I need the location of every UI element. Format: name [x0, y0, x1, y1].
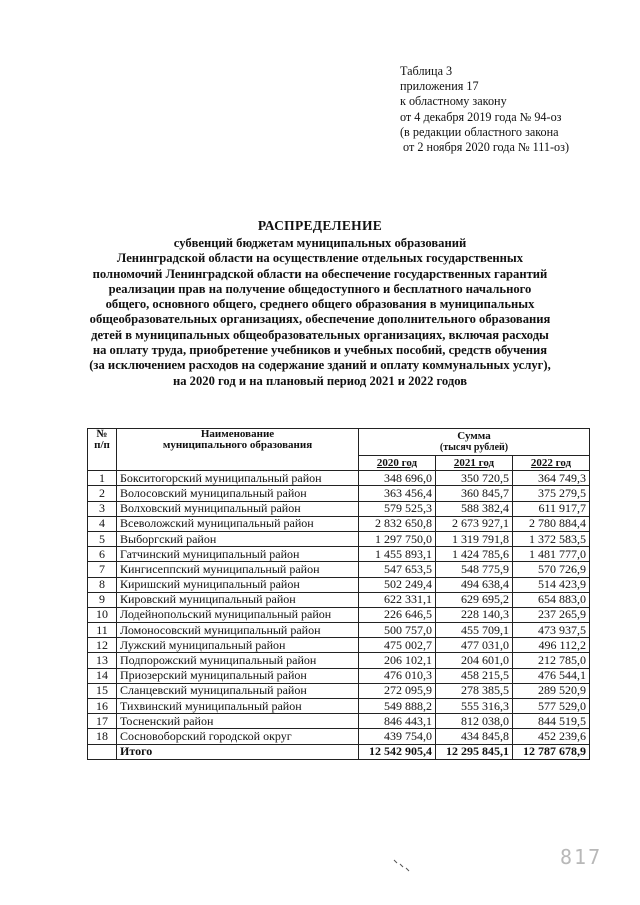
title-line: на оплату труда, приобретение учебников и учебных пособий, средств обучения	[92, 343, 548, 358]
row-number: 6	[88, 547, 117, 562]
row-number: 8	[88, 577, 117, 592]
row-value-2020: 502 249,4	[359, 577, 436, 592]
header-num-line2: п/п	[94, 439, 110, 451]
title-line: на 2020 год и на плановый период 2021 и 2022 годов	[172, 373, 468, 388]
header-num-line1: №	[96, 428, 108, 440]
header-year-2020: 2020 год	[359, 456, 436, 471]
row-name: Лужский муниципальный район	[117, 638, 359, 653]
row-value-2022: 844 519,5	[513, 714, 590, 729]
row-value-2022: 1 372 583,5	[513, 531, 590, 546]
row-name: Киришский муниципальный район	[117, 577, 359, 592]
table-row	[88, 607, 590, 622]
row-value-2022: 496 112,2	[513, 638, 590, 653]
row-number: 15	[88, 683, 117, 698]
row-value-2020: 272 095,9	[359, 683, 436, 698]
header-sum-line2: (тысяч рублей)	[439, 442, 509, 453]
header-num	[88, 429, 117, 471]
row-value-2022: 654 883,0	[513, 592, 590, 607]
scan-mark-icon	[393, 858, 411, 872]
table-row	[88, 638, 590, 653]
row-name: Кировский муниципальный район	[117, 592, 359, 607]
table-header-row	[88, 429, 590, 456]
row-value-2020: 2 832 650,8	[359, 516, 436, 531]
title-line: общеобразовательных организациях, обеспечение дополнительного образования	[89, 312, 551, 327]
distribution-table	[87, 428, 590, 760]
row-value-2020: 439 754,0	[359, 729, 436, 744]
row-name: Тосненский район	[117, 714, 359, 729]
header-note	[400, 64, 569, 155]
row-number: 9	[88, 592, 117, 607]
row-name: Волосовский муниципальный район	[117, 486, 359, 501]
row-name: Ломоносовский муниципальный район	[117, 623, 359, 638]
table-row	[88, 653, 590, 668]
row-value-2020: 226 646,5	[359, 607, 436, 622]
row-value-2022: 452 239,6	[513, 729, 590, 744]
table-row	[88, 714, 590, 729]
row-value-2020: 206 102,1	[359, 653, 436, 668]
row-value-2021: 228 140,3	[436, 607, 513, 622]
title-line: субвенций бюджетам муниципальных образований	[173, 236, 467, 250]
row-number: 3	[88, 501, 117, 516]
document-title	[60, 218, 580, 389]
title-line: полномочий Ленинградской области на обеспечение государственных гарантий	[92, 266, 548, 281]
row-value-2021: 548 775,9	[436, 562, 513, 577]
row-name: Тихвинский муниципальный район	[117, 699, 359, 714]
row-value-2021: 588 382,4	[436, 501, 513, 516]
row-name: Волховский муниципальный район	[117, 501, 359, 516]
row-name: Гатчинский муниципальный район	[117, 547, 359, 562]
table-row	[88, 592, 590, 607]
header-note-line: (в редакции областного закона	[400, 124, 559, 139]
total-empty-cell	[88, 744, 117, 759]
title-main: РАСПРЕДЕЛЕНИЕ	[257, 218, 383, 233]
row-value-2021: 477 031,0	[436, 638, 513, 653]
table-row	[88, 531, 590, 546]
row-value-2022: 577 529,0	[513, 699, 590, 714]
title-line: Ленинградской области на осуществление отдельных государственных	[116, 251, 524, 266]
header-note-line: к областному закону	[400, 94, 507, 109]
header-note-line: приложения 17	[400, 79, 479, 94]
row-value-2021: 555 316,3	[436, 699, 513, 714]
total-value-2021: 12 295 845,1	[436, 744, 513, 759]
row-name: Сосновоборский городской округ	[117, 729, 359, 744]
row-number: 10	[88, 607, 117, 622]
row-value-2020: 476 010,3	[359, 668, 436, 683]
table-row	[88, 623, 590, 638]
page-stamp: 817	[560, 845, 603, 869]
row-value-2020: 846 443,1	[359, 714, 436, 729]
row-value-2021: 434 845,8	[436, 729, 513, 744]
row-value-2021: 2 673 927,1	[436, 516, 513, 531]
row-value-2022: 473 937,5	[513, 623, 590, 638]
row-value-2022: 1 481 777,0	[513, 547, 590, 562]
row-value-2022: 2 780 884,4	[513, 516, 590, 531]
row-value-2020: 547 653,5	[359, 562, 436, 577]
row-name: Сланцевский муниципальный район	[117, 683, 359, 698]
table-row	[88, 668, 590, 683]
row-number: 7	[88, 562, 117, 577]
row-value-2022: 514 423,9	[513, 577, 590, 592]
row-value-2022: 212 785,0	[513, 653, 590, 668]
row-value-2021: 1 319 791,8	[436, 531, 513, 546]
total-label: Итого	[117, 744, 359, 759]
row-value-2020: 549 888,2	[359, 699, 436, 714]
row-value-2021: 360 845,7	[436, 486, 513, 501]
row-number: 11	[88, 623, 117, 638]
row-value-2020: 363 456,4	[359, 486, 436, 501]
row-value-2020: 348 696,0	[359, 471, 436, 486]
row-name: Выборгский район	[117, 531, 359, 546]
table-row	[88, 729, 590, 744]
row-value-2021: 278 385,5	[436, 683, 513, 698]
table-row	[88, 516, 590, 531]
row-number: 14	[88, 668, 117, 683]
header-note-line: от 4 декабря 2019 года № 94-оз	[400, 109, 562, 124]
row-number: 4	[88, 516, 117, 531]
header-note-line: Таблица 3	[400, 64, 453, 78]
table-row	[88, 562, 590, 577]
row-value-2022: 611 917,7	[513, 501, 590, 516]
header-name-line2: муниципального образования	[162, 439, 313, 451]
row-name: Кингисеппский муниципальный район	[117, 562, 359, 577]
row-value-2021: 1 424 785,6	[436, 547, 513, 562]
row-value-2020: 579 525,3	[359, 501, 436, 516]
row-value-2021: 458 215,5	[436, 668, 513, 683]
row-value-2021: 629 695,2	[436, 592, 513, 607]
row-number: 17	[88, 714, 117, 729]
title-line: детей в муниципальных общеобразовательных организациях, включая расходы	[91, 327, 549, 342]
table-row	[88, 486, 590, 501]
row-number: 18	[88, 729, 117, 744]
header-sum	[359, 429, 590, 456]
row-number: 16	[88, 699, 117, 714]
row-value-2021: 350 720,5	[436, 471, 513, 486]
table-row	[88, 683, 590, 698]
total-value-2022: 12 787 678,9	[513, 744, 590, 759]
row-number: 12	[88, 638, 117, 653]
total-value-2020: 12 542 905,4	[359, 744, 436, 759]
row-value-2022: 570 726,9	[513, 562, 590, 577]
row-value-2022: 237 265,9	[513, 607, 590, 622]
row-number: 13	[88, 653, 117, 668]
row-name: Подпорожский муниципальный район	[117, 653, 359, 668]
table-row	[88, 501, 590, 516]
header-year-2022: 2022 год	[513, 456, 590, 471]
row-value-2021: 812 038,0	[436, 714, 513, 729]
row-name: Бокситогорский муниципальный район	[117, 471, 359, 486]
table-row	[88, 547, 590, 562]
header-note-line: от 2 ноября 2020 года № 111-оз)	[400, 140, 570, 155]
header-name-line1: Наименование	[200, 428, 275, 440]
table-row	[88, 699, 590, 714]
header-year-2021: 2021 год	[436, 456, 513, 471]
header-sum-line1: Сумма	[457, 430, 491, 442]
row-value-2022: 476 544,1	[513, 668, 590, 683]
row-value-2022: 364 749,3	[513, 471, 590, 486]
row-number: 2	[88, 486, 117, 501]
row-value-2020: 475 002,7	[359, 638, 436, 653]
total-row	[88, 744, 590, 759]
row-value-2022: 289 520,9	[513, 683, 590, 698]
table-row	[88, 577, 590, 592]
header-name	[117, 429, 359, 471]
table-body	[88, 471, 590, 760]
row-name: Приозерский муниципальный район	[117, 668, 359, 683]
row-number: 1	[88, 471, 117, 486]
row-value-2021: 204 601,0	[436, 653, 513, 668]
row-value-2022: 375 279,5	[513, 486, 590, 501]
row-value-2020: 622 331,1	[359, 592, 436, 607]
title-line: (за исключением расходов на содержание зданий и оплату коммунальных услуг),	[89, 358, 551, 373]
table-row	[88, 471, 590, 486]
title-line: общего, основного общего, среднего общего образования в муниципальных	[105, 297, 535, 312]
row-name: Всеволожский муниципальный район	[117, 516, 359, 531]
title-line: реализации прав на получение общедоступного и бесплатного начального	[108, 281, 532, 296]
row-value-2020: 1 455 893,1	[359, 547, 436, 562]
row-value-2021: 455 709,1	[436, 623, 513, 638]
row-name: Лодейнопольский муниципальный район	[117, 607, 359, 622]
row-value-2021: 494 638,4	[436, 577, 513, 592]
row-value-2020: 500 757,0	[359, 623, 436, 638]
row-value-2020: 1 297 750,0	[359, 531, 436, 546]
row-number: 5	[88, 531, 117, 546]
